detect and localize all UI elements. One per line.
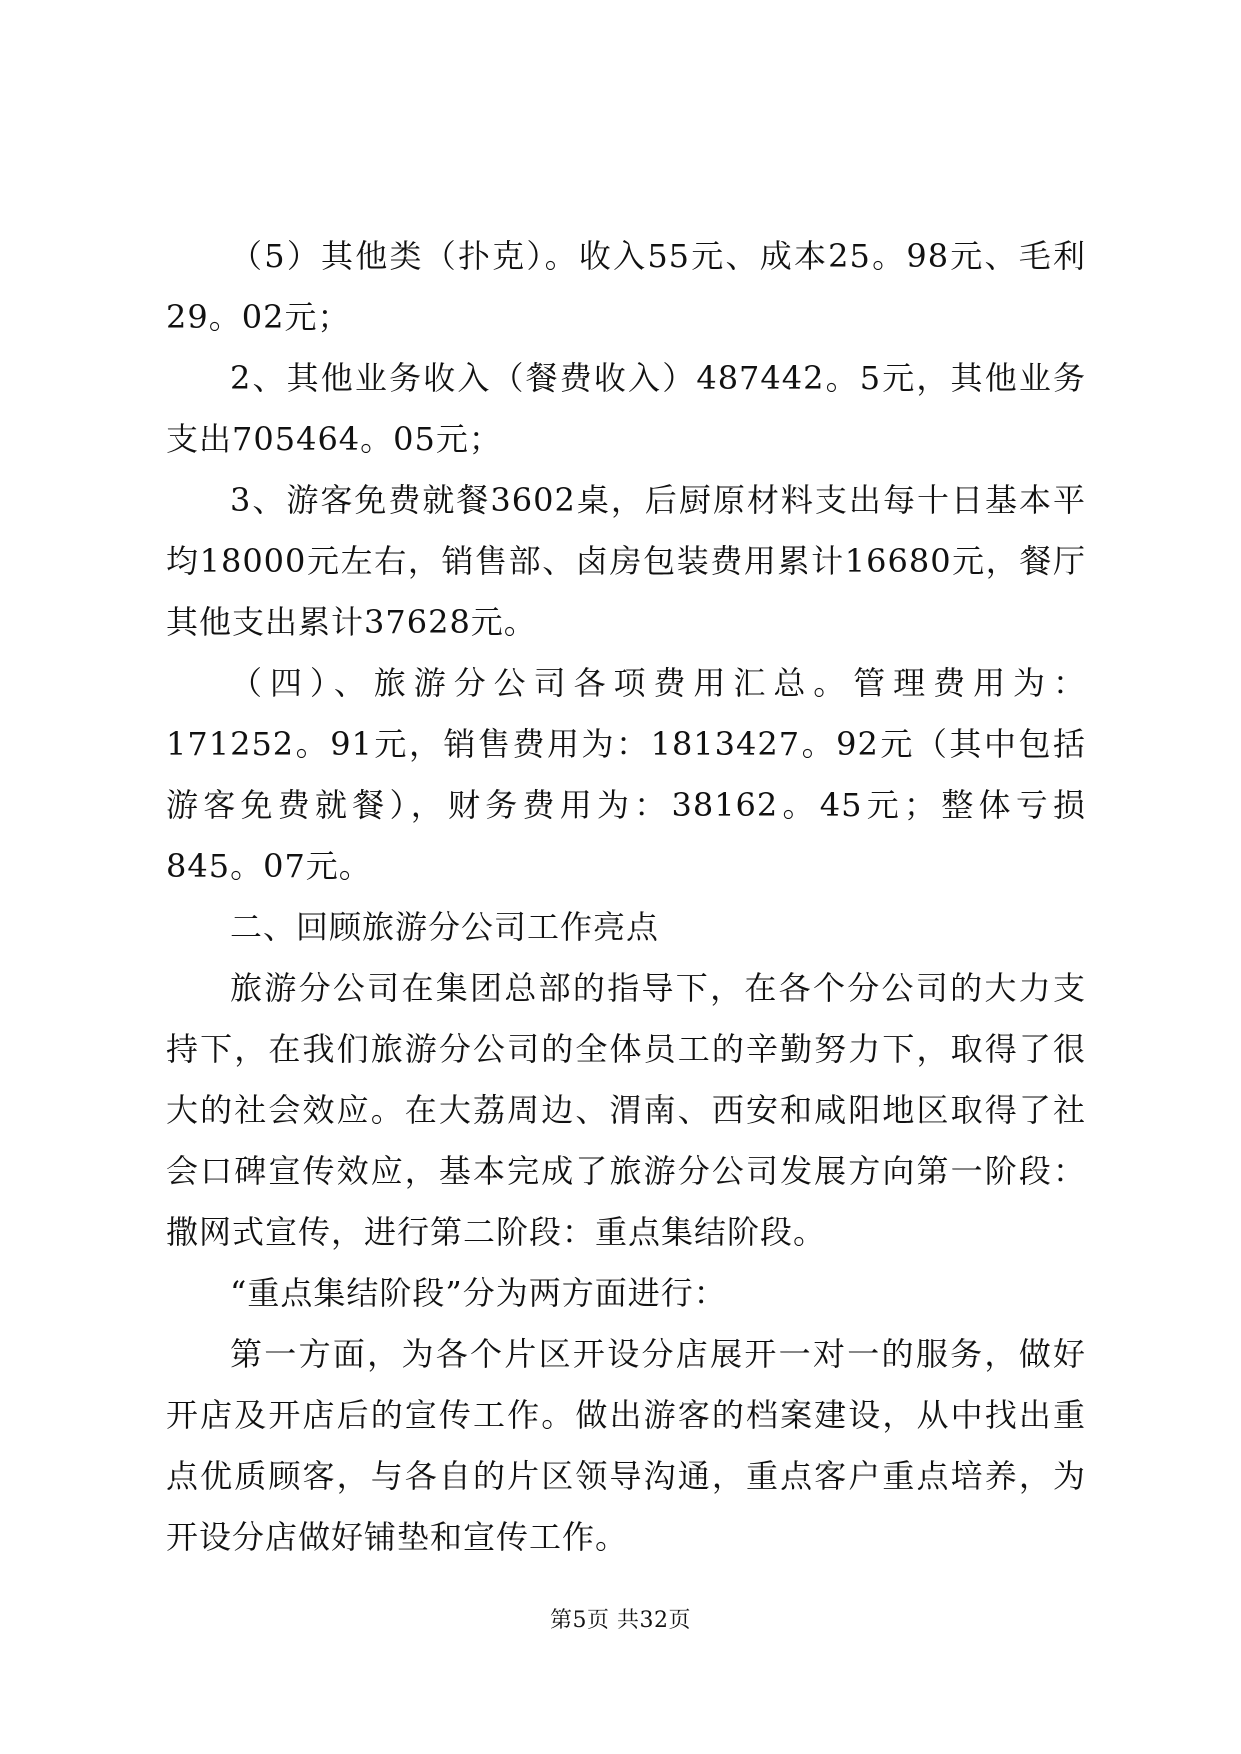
paragraph-highlights-intro: 旅游分公司在集团总部的指导下，在各个分公司的大力支持下，在我们旅游分公司的全体员工的辛勤努力下，取得了很大的社会效应。在大荔周边、渭南、西安和咸阳地区取得了社会口碑宣传效应，基本完成了旅游分公司发展方向第一阶段：撒网式宣传，进行第二阶段：重点集结阶段。 [166, 969, 1086, 1251]
paragraph-first-aspect: 第一方面，为各个片区开设分店展开一对一的服务，做好开店及开店后的宣传工作。做出游客的档案建设，从中找出重点优质顾客，与各自的片区领导沟通，重点客户重点培养，为开设分店做好铺垫和宣传工作。 [166, 1335, 1086, 1556]
paragraph-expense-summary: （四）、旅游分公司各项费用汇总。管理费用为：171252。91元，销售费用为：1813427。92元（其中包括游客免费就餐），财务费用为：38162。45元；整体亏损845。07元。 [166, 664, 1086, 885]
paragraph-free-meals: 3、游客免费就餐3602桌，后厨原材料支出每十日基本平均18000元左右，销售部、卤房包装费用累计16680元，餐厅其他支出累计37628元。 [166, 481, 1086, 641]
paragraph-other-category: （5）其他类（扑克）。收入55元、成本25。98元、毛利29。02元； [166, 237, 1086, 336]
section-heading-highlights: 二、回顾旅游分公司工作亮点 [230, 908, 660, 946]
paragraph-focus-stage: “重点集结阶段”分为两方面进行： [230, 1274, 727, 1312]
paragraph-other-business-income: 2、其他业务收入（餐费收入）487442。5元，其他业务支出705464。05元； [166, 359, 1086, 458]
document-body [166, 226, 1086, 1568]
page-number-footer: 第5页 共32页 [550, 1608, 691, 1633]
